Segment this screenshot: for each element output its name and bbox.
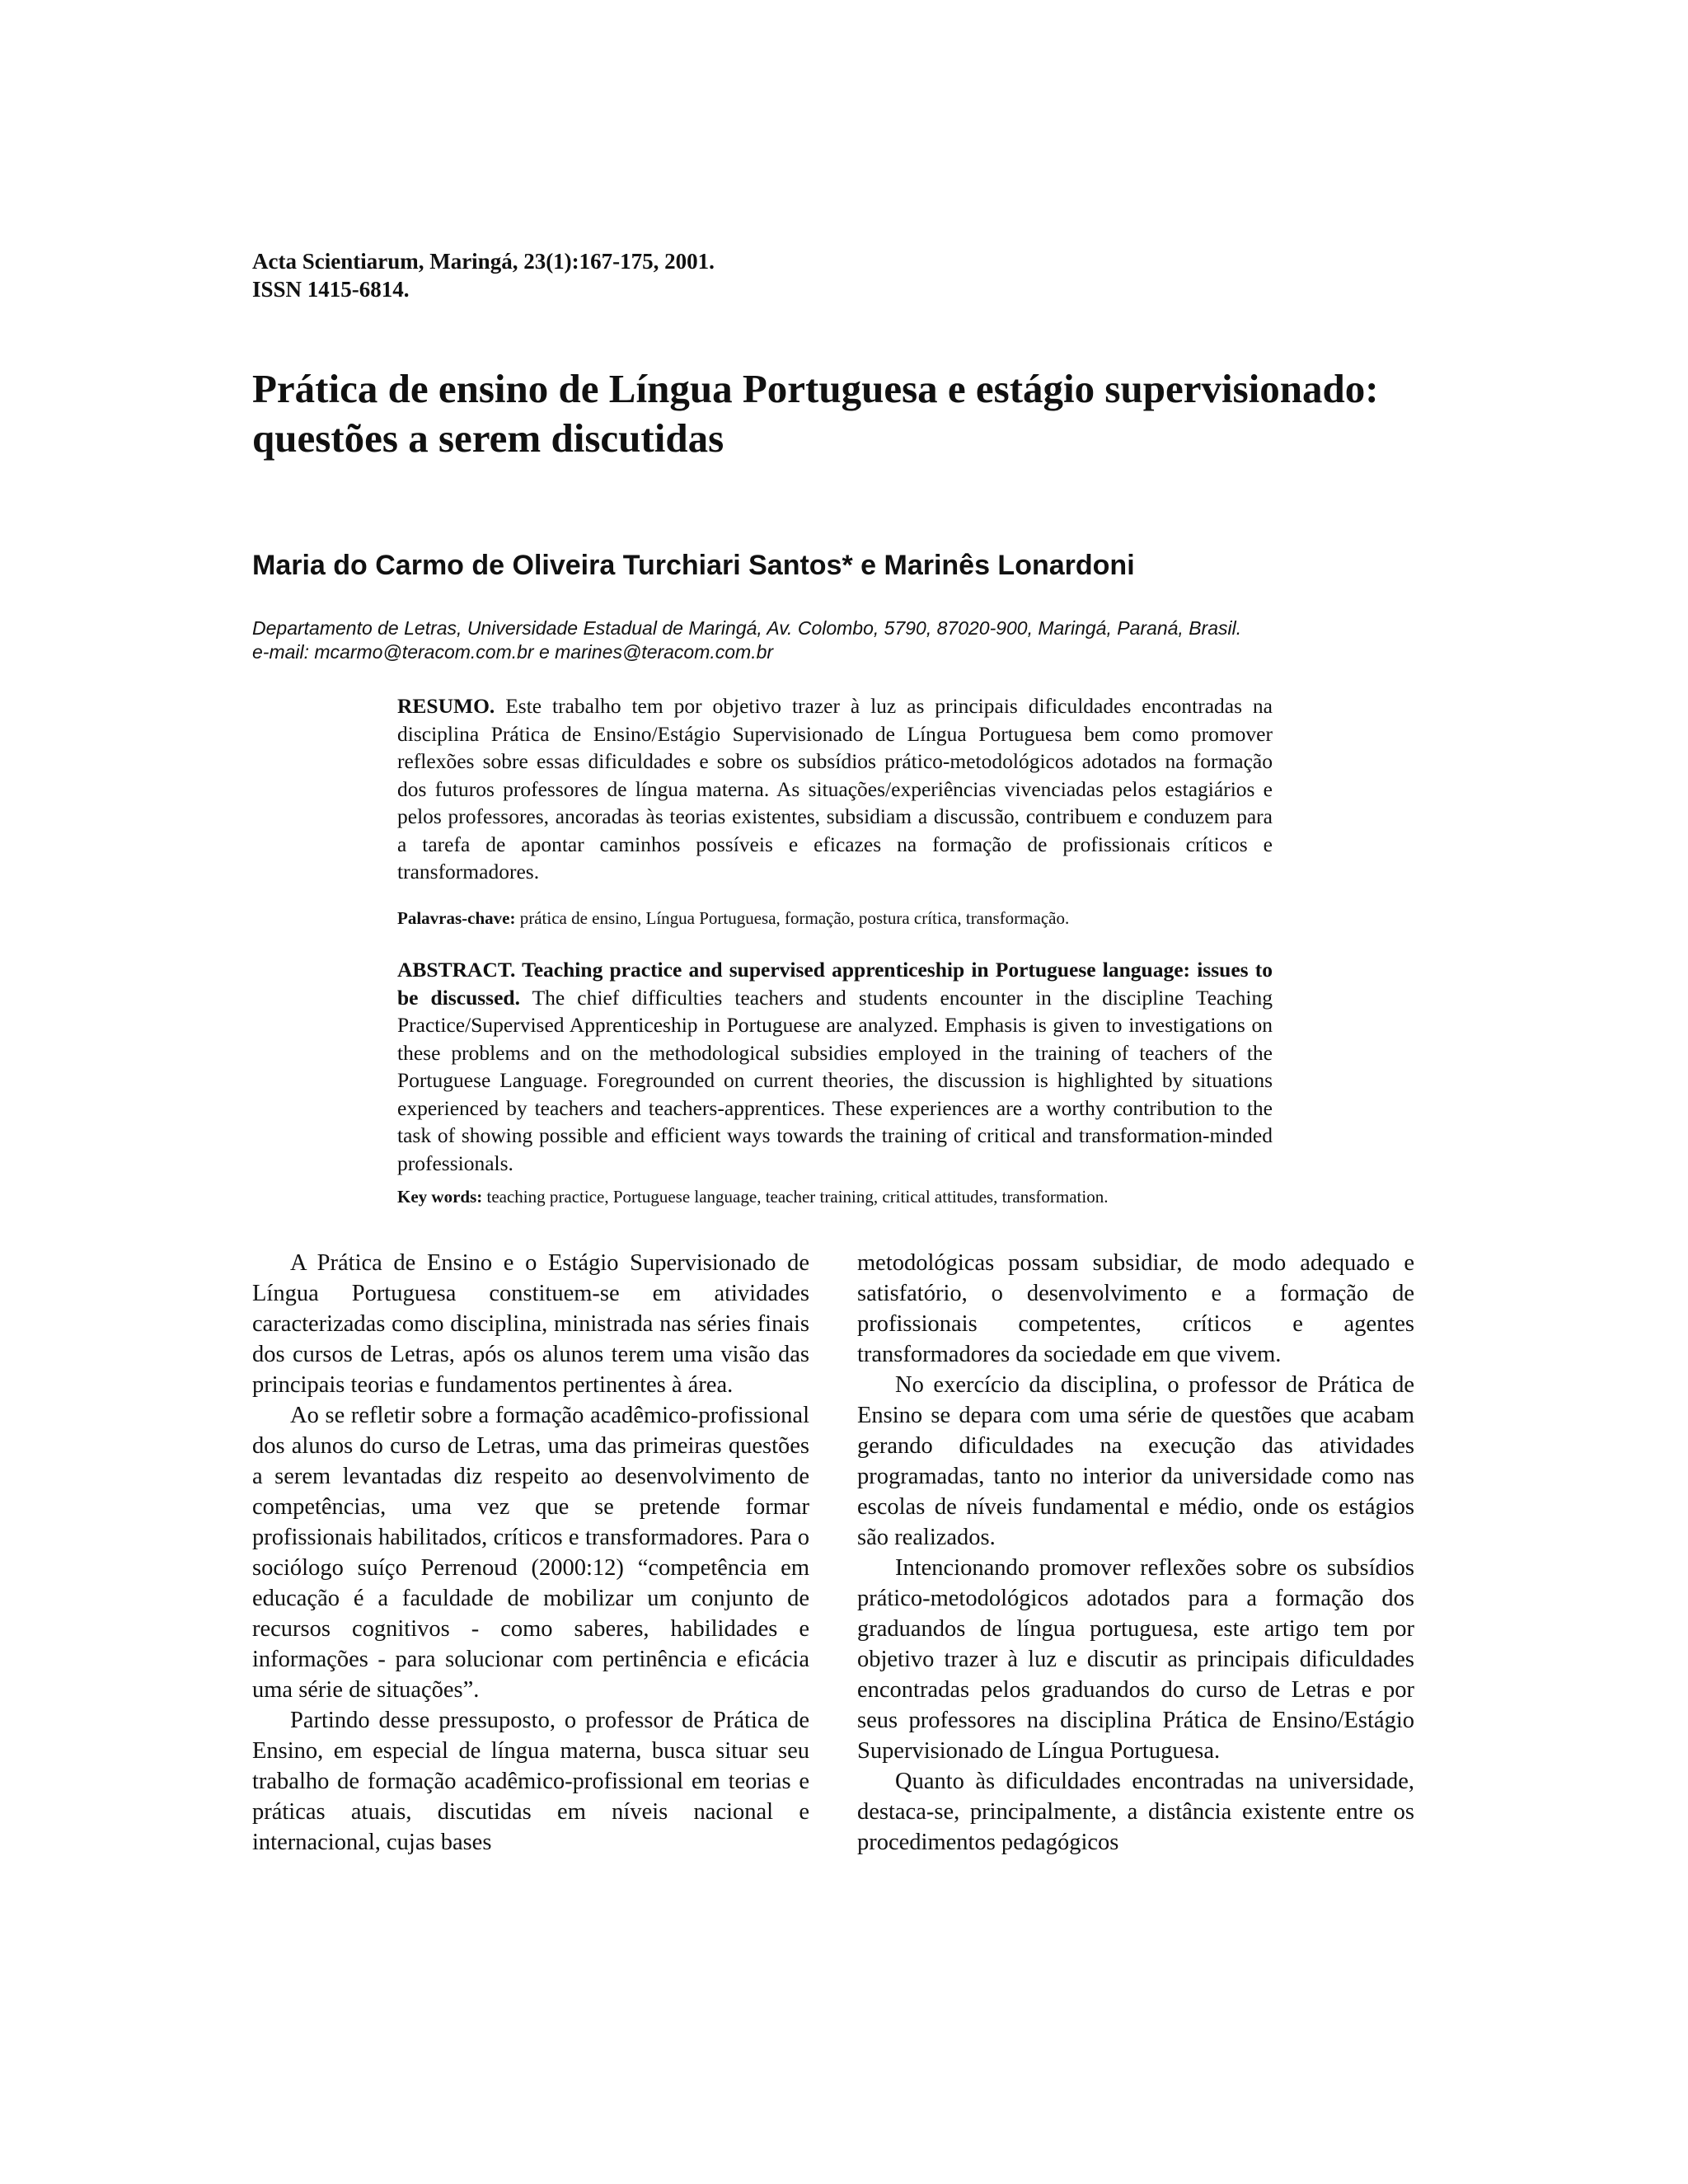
author-affiliation [252, 616, 1241, 664]
body-paragraph: No exercício da disciplina, o professor de Prática de Ensino se depara com uma série de questões que acabam gerando dificuldades na execução das atividades programadas, tanto no interior da universidade como nas escolas de níveis fundamental e médio, onde os estágios são realizados. [857, 1372, 1414, 1550]
article-title [252, 364, 1489, 463]
resumo-section [397, 692, 1273, 886]
key-words-text: teaching practice, Portuguese language, teacher training, critical attitudes, transformation. [486, 1187, 1109, 1207]
key-words-line [397, 1185, 1273, 1208]
journal-header [252, 247, 715, 303]
body-paragraph: Quanto às dificuldades encontradas na universidade, destaca-se, principalmente, a distância existente entre os procedimentos pedagógicos [857, 1769, 1414, 1855]
body-paragraph-continuation: metodológicas possam subsidiar, de modo adequado e satisfatório, o desenvolvimento e a formação de profissionais competentes, críticos e agentes transformadores da sociedade em que vivem. [857, 1250, 1414, 1367]
key-words-label: Key words: [397, 1187, 483, 1207]
affiliation-email: e-mail: mcarmo@teracom.com.br e marines@teracom.com.br [252, 641, 774, 663]
article-authors: Maria do Carmo de Oliveira Turchiari Santos* e Marinês Lonardoni [252, 550, 1135, 581]
body-column-left [252, 1248, 809, 1858]
article-title-line-1: Prática de ensino de Língua Portuguesa e estágio supervisionado: [252, 366, 1379, 411]
palavras-chave-text: prática de ensino, Língua Portuguesa, formação, postura crítica, transformação. [519, 908, 1070, 928]
affiliation-address: Departamento de Letras, Universidade Estadual de Maringá, Av. Colombo, 5790, 87020-900, Maringá, Paraná, Brasil. [252, 617, 1242, 639]
resumo-text: Este trabalho tem por objetivo trazer à luz as principais dificuldades encontradas na disciplina Prática de Ensino/Estágio Supervisionado de Língua Portuguesa bem como promover reflexões sobre essas dificuldades e sobre os subsídios prático-metodológicos adotados na formação dos futuros professores de língua materna. As situações/experiências vivenciadas pelos estagiários e pelos professores, ancoradas às teorias existentes, subsidiam a discussão, contribuem e conduzem para a tarefa de apontar caminhos possíveis e eficazes na formação de profissionais críticos e transformadores. [397, 694, 1273, 883]
body-column-right [857, 1248, 1414, 1858]
body-paragraph: Partindo desse pressuposto, o professor de Prática de Ensino, em especial de língua materna, busca situar seu trabalho de formação acadêmico-profissional em teorias e práticas atuais, discutidas em níveis nacional e internacional, cujas bases [252, 1708, 809, 1855]
journal-issn: ISSN 1415-6814. [252, 277, 410, 302]
abstract-section [397, 956, 1273, 1177]
palavras-chave-line [397, 907, 1273, 930]
palavras-chave-label: Palavras-chave: [397, 908, 516, 928]
abstract-text: The chief difficulties teachers and students encounter in the discipline Teaching Practice/Supervised Apprenticeship in Portuguese are analyzed. Emphasis is given to investigations on these problems and on the methodological subsidies employed in the training of teachers of the Portuguese Language. Foregrounded on current theories, the discussion is highlighted by situations experienced by teachers and teachers-apprentices. These experiences are a worthy contribution to the task of showing possible and efficient ways towards the training of critical and transformation-minded professionals. [397, 985, 1273, 1175]
journal-citation: Acta Scientiarum, Maringá, 23(1):167-175, 2001. [252, 249, 715, 274]
resumo-label: RESUMO. [397, 694, 495, 718]
article-title-line-2: questões a serem discutidas [252, 415, 724, 461]
body-paragraph: Intencionando promover reflexões sobre os subsídios prático-metodológicos adotados para a formação dos graduandos de língua portuguesa, este artigo tem por objetivo trazer à luz e discutir as principais dificuldades encontradas pelos graduandos do curso de Letras e por seus professores na disciplina Prática de Ensino/Estágio Supervisionado de Língua Portuguesa. [857, 1555, 1414, 1764]
body-paragraph: Ao se refletir sobre a formação acadêmico-profissional dos alunos do curso de Letras, uma das primeiras questões a serem levantadas diz respeito ao desenvolvimento de competências, uma vez que se pretende formar profissionais habilitados, críticos e transformadores. Para o sociólogo suíço Perrenoud (2000:12) “competência em educação é a faculdade de mobilizar um conjunto de recursos cognitivos - como saberes, habilidades e informações - para solucionar com pertinência e eficácia uma série de situações”. [252, 1403, 809, 1703]
abstract-label: ABSTRACT. Teaching practice and supervised apprenticeship in Portuguese language: issues to be discussed. [397, 958, 1273, 1010]
body-paragraph: A Prática de Ensino e o Estágio Supervisionado de Língua Portuguesa constituem-se em atividades caracterizadas como disciplina, ministrada nas séries finais dos cursos de Letras, após os alunos terem uma visão das principais teorias e fundamentos pertinentes à área. [252, 1250, 809, 1398]
